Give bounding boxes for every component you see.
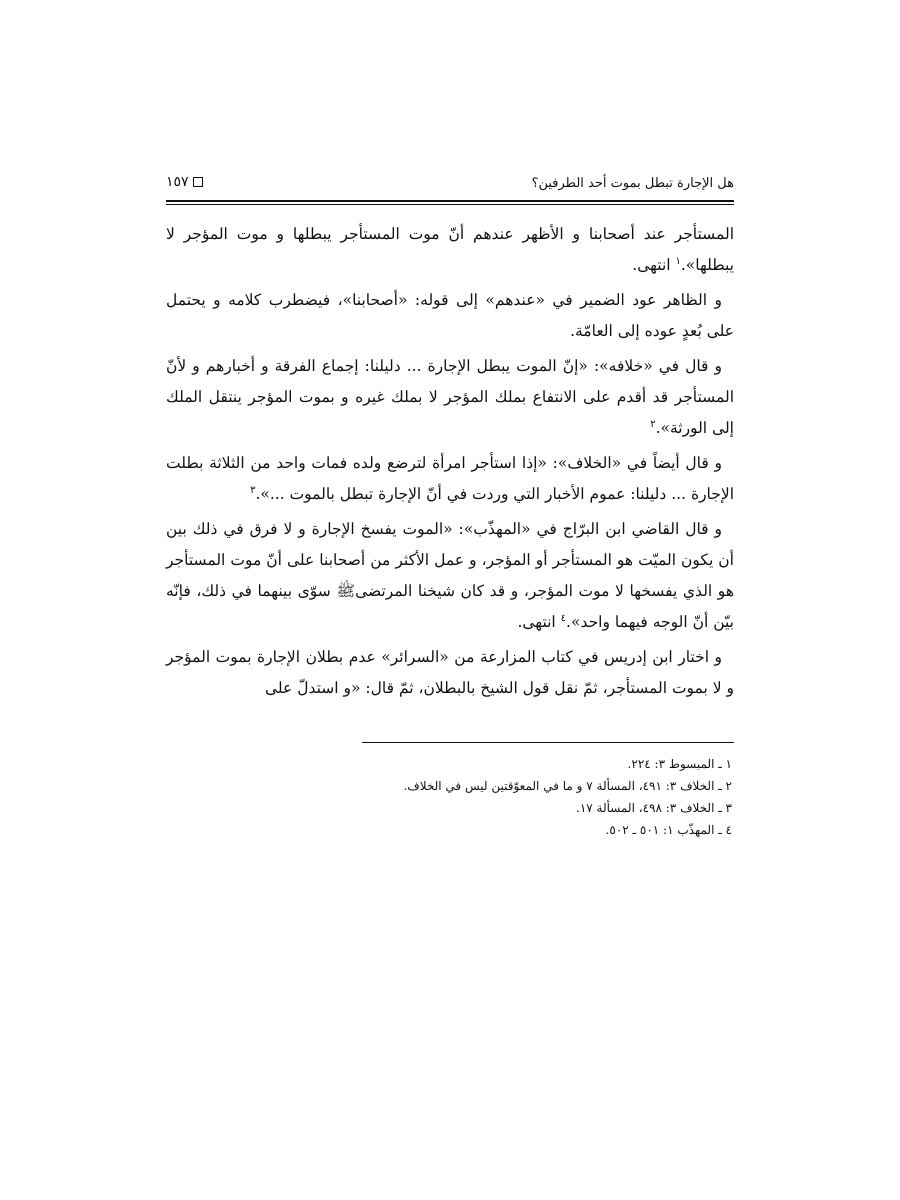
footnote-1: ١ ـ المبسوط ٣: ٢٢٤.: [627, 757, 732, 771]
paragraph-3: و قال في «خلافه»: «إنّ الموت يبطل الإجارة ... دليلنا: إجماع الفرقة و أخبارهم و لأنّ المستأجر قد أقدم على الانتفاع بملك المؤجر لا بملك غيره و بموت المؤجر ينتقل الملك إلى الورثة».$^٢$: [166, 357, 734, 437]
paragraph-6: و اختار ابن إدريس في كتاب المزارعة من «السرائر» عدم بطلان الإجارة بموت المؤجر و لا بموت المستأجر، ثمّ نقل قول الشيخ بالبطلان، ثمّ قال: «و استدلّ على: [166, 648, 734, 697]
paragraph-2: و الظاهر عود الضمير في «عندهم» إلى قوله: «أصحابنا»، فيضطرب كلامه و يحتمل على بُعدٍ عوده إلى العامّة.: [166, 291, 734, 340]
running-header: [166, 168, 734, 198]
footnote-3: ٣ ـ الخلاف ٣: ٤٩٨، المسألة ١٧.: [575, 801, 732, 815]
book-page: [166, 168, 734, 841]
footnote-ref-2: ٢: [650, 418, 656, 430]
footnote-separator: [362, 742, 734, 743]
paragraph-5: و قال القاضي ابن البرّاج في «المهذّب»: «الموت يفسخ الإجارة و لا فرق في ذلك بين أن يكون الميّت هو المستأجر أو المؤجر، و عمل الأكثر من أصحابنا على أنّ موت المستأجر هو الذي يفسخها لا موت المؤجر، و قد كان شيخنا المرتضىﷺ سوّى بينهما في ذلك، فإنّه بيّن أنّ الوجه فيهما واحد».$^٤$ انتهى.: [166, 520, 734, 631]
header-title: هل الإجارة تبطل بموت أحد الطرفين؟: [531, 176, 734, 191]
footnote-ref-3: ٣: [250, 484, 256, 496]
footnote-ref-4: ٤: [560, 612, 567, 624]
page-number: ١٥٧: [166, 174, 189, 190]
page-number-group: [166, 174, 203, 190]
square-icon: [193, 177, 203, 187]
paragraph-1: المستأجر عند أصحابنا و الأظهر عندهم أنّ موت المستأجر يبطلها و موت المؤجر لا يبطلها».$^١$ انتهى.: [166, 225, 734, 274]
footnotes: [166, 753, 734, 841]
paragraph-4: و قال أيضاً في «الخلاف»: «إذا استأجر امرأة لترضع ولده فمات واحد من الثلاثة بطلت الإجارة ... دليلنا: عموم الأخبار التي وردت في أنّ الإجارة تبطل بالموت ...».$^٣$: [166, 454, 734, 503]
main-text: [166, 219, 734, 704]
footnote-4: ٤ ـ المهذّب ١: ٥٠١ ـ ٥٠٢.: [605, 823, 732, 837]
footnote-ref-1: ١: [675, 255, 681, 267]
footnote-2: ٢ ـ الخلاف ٣: ٤٩١، المسألة ٧ و ما في المعوّقتين ليس في الخلاف.: [403, 779, 732, 793]
header-rule-thin: [166, 204, 734, 205]
header-rule-thick: [166, 200, 734, 202]
